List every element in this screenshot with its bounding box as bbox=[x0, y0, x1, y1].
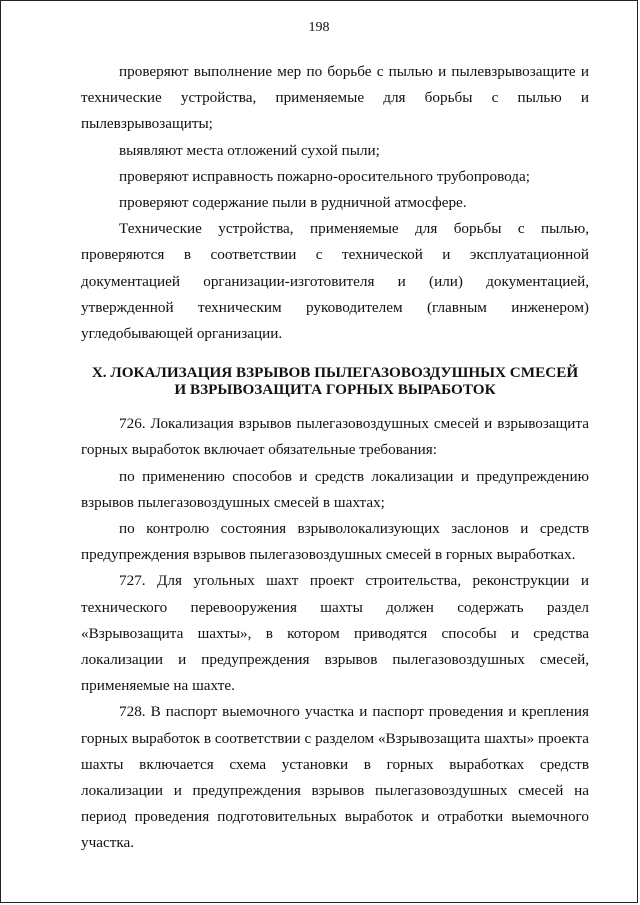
paragraph-726: 726. Локализация взрывов пылегазовоздушных смесей и взрывозащита горных выработок включает обязательные требования: bbox=[81, 415, 589, 459]
paragraph-dust-atmosphere: проверяют содержание пыли в рудничной атмосфере. bbox=[119, 194, 467, 212]
paragraph-727: 727. Для угольных шахт проект строительства, реконструкции и технического перевооружения шахты должен содержать раздел «Взрывозащита шахты», в котором приводятся способы и средства локализации и предупреждения взрывов пылегазовоздушных смесей, применяемые на шахте. bbox=[81, 572, 589, 695]
paragraph-dry-dust: выявляют места отложений сухой пыли; bbox=[119, 141, 380, 159]
paragraph-fire-pipeline: проверяют исправность пожарно-оросительного трубопровода; bbox=[119, 167, 530, 185]
section-heading-line-1: X. ЛОКАЛИЗАЦИЯ ВЗРЫВОВ ПЫЛЕГАЗОВОЗДУШНЫХ СМЕСЕЙ bbox=[91, 364, 579, 382]
paragraph-728: 728. В паспорт выемочного участка и паспорт проведения и крепления горных выработок в соответствии с разделом «Взрывозащита шахты» проекта шахты включается схема установки в горных выработках средств локализации и предупреждения взрывов пылегазовоздушных смесей на период проведения подготовительных выработок и отработки выемочного участка. bbox=[81, 703, 589, 852]
section-heading bbox=[81, 364, 589, 398]
paragraph-technical-devices: Технические устройства, применяемые для борьбы с пылью, проверяются в соответствии с технической и эксплуатационной документацией организации-изготовителя и (или) документацией, утвержденной техническим руководителем (главным инженером) угледобывающей организации. bbox=[81, 220, 589, 343]
paragraph-726-item-1: по применению способов и средств локализации и предупреждению взрывов пылегазовоздушных смесей в шахтах; bbox=[81, 467, 589, 511]
page-number: 198 bbox=[308, 20, 330, 35]
section-heading-line-2: И ВЗРЫВОЗАЩИТА ГОРНЫХ ВЫРАБОТОК bbox=[174, 381, 496, 399]
paragraph-dust-measures: проверяют выполнение мер по борьбе с пылью и пылевзрывозащите и технические устройства, применяемые для борьбы с пылью и пылевзрывозащиты; bbox=[81, 63, 589, 133]
document-body bbox=[81, 59, 589, 857]
paragraph-726-item-2: по контролю состояния взрыволокализующих заслонов и средств предупреждения взрывов пылегазовоздушных смесей в горных выработках. bbox=[81, 520, 589, 564]
